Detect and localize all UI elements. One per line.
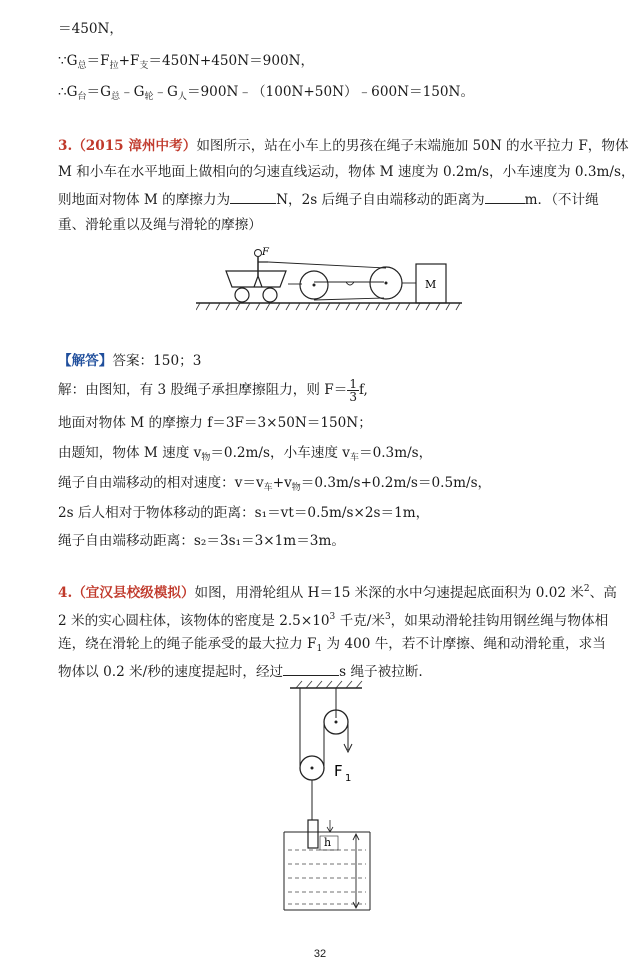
calc-text: ＝G (86, 84, 111, 100)
solution-text: 绳子自由端移动距离：s₂＝3s₁＝3×1m＝3m。 (58, 533, 345, 549)
force-label: F (262, 247, 269, 258)
ground-hatching (196, 303, 460, 310)
calc-text: ﹣G (153, 84, 178, 100)
answer-tag: 【解答】 (58, 353, 113, 369)
calc-text: ＝450N， (58, 21, 124, 37)
solution-text: 绳子自由端移动的相对速度：v＝v (58, 475, 264, 491)
q3-line-2 (58, 163, 635, 181)
subscript: 支 (139, 61, 149, 71)
answer-text: 答案：150；3 (112, 353, 202, 369)
depth-label: h (324, 836, 332, 849)
superscript: 2 (583, 584, 590, 594)
solution-text: ＝0.3m/s， (358, 445, 433, 461)
water-dashes (288, 850, 366, 904)
force-label-subscript: 1 (345, 773, 352, 784)
answer-line (58, 352, 201, 370)
calc-text: ∵G (58, 53, 78, 69)
calc-text: ＝450N+450N＝900N， (148, 53, 315, 69)
calc-text: ＝F (86, 53, 110, 69)
solution-text: f, (358, 382, 368, 398)
cart-body (226, 271, 286, 287)
question-text: N，2s 后绳子自由端移动的距离为 (276, 192, 485, 208)
calc-text: ＝900N﹣（100N+50N）﹣600N＝150N。 (186, 84, 475, 100)
answer-blank[interactable] (283, 662, 339, 676)
solution-line-4 (58, 474, 491, 497)
subscript: 物 (201, 453, 211, 463)
question-text: 如图所示，站在小车上的男孩在绳子末端施加 50N 的水平拉力 F，物体 (196, 138, 629, 154)
answer-blank[interactable] (230, 190, 276, 204)
subscript: 台 (77, 92, 87, 102)
solution-line-1 (58, 378, 368, 403)
hook-icon (346, 282, 354, 285)
force-label: F (334, 762, 343, 780)
question-text: ，如果动滑轮挂钩用钢丝绳与物体相 (390, 613, 609, 629)
question-text: 连，绕在滑轮上的绳子能承受的最大拉力 F (58, 636, 317, 652)
calc-text: ﹣G (120, 84, 145, 100)
subscript: 物 (291, 483, 301, 493)
q3-line-1 (58, 137, 629, 155)
question-text: 2 米的实心圆柱体，该物体的密度是 2.5×10 (58, 613, 330, 629)
solution-text: 由题知，物体 M 速度 v (58, 445, 202, 461)
question-source: （宜汉县校级模拟） (72, 585, 195, 601)
solution-line-6 (58, 532, 345, 550)
q3-line-4 (58, 216, 262, 234)
q4-line-3 (58, 635, 606, 658)
page-number: 32 (313, 948, 327, 960)
cart-wheel-left (235, 288, 249, 302)
solution-text: 2s 后人相对于物体移动的距离：s₁＝vt＝0.5m/s×2s＝1m， (58, 505, 430, 521)
question-text: 物体以 0.2 米/秒的速度提起时，经过 (58, 664, 284, 680)
boy-head (255, 250, 262, 257)
calc-text: +F (118, 53, 140, 69)
solution-text: ＝0.2m/s，小车速度 v (210, 445, 350, 461)
subscript: 人 (177, 92, 187, 102)
question-text: 为 400 牛，若不计摩擦、绳和动滑轮重，求当 (322, 636, 606, 652)
cart-wheel-right (263, 288, 277, 302)
question-source: （2015 漳州中考） (72, 138, 197, 154)
subscript: 车 (349, 453, 359, 463)
solution-text: 解：由图知，有 3 股绳子承担摩擦阻力，则 F＝ (58, 382, 348, 398)
solution-text: ＝0.3m/s+0.2m/s＝0.5m/s， (300, 475, 492, 491)
rope-bottom (314, 298, 384, 300)
question-text: 如图，用滑轮组从 H＝15 米深的水中匀速提起底面积为 0.02 米 (194, 585, 584, 601)
question-number: 3. (58, 138, 73, 154)
question-text: M 和小车在水平地面上做相向的匀速直线运动，物体 M 速度为 0.2m/s，小车速度为 0.3m/s， (58, 164, 635, 180)
rope-top (268, 262, 386, 268)
q4-line-2 (58, 608, 608, 630)
ceiling-hatching (296, 681, 362, 688)
superscript: 3 (384, 612, 391, 622)
question-text: 则地面对物体 M 的摩擦力为 (58, 192, 231, 208)
q4-line-4 (58, 662, 423, 681)
solution-line-5 (58, 504, 429, 522)
question-text: 、高 (589, 585, 617, 601)
subscript: 车 (263, 483, 273, 493)
q3-line-3 (58, 190, 599, 209)
cart-pulley-figure (196, 244, 466, 316)
calc-line-1 (58, 20, 123, 38)
solution-text: +v (272, 475, 292, 491)
solution-line-2 (58, 414, 372, 432)
subscript: 轮 (144, 92, 154, 102)
calc-line-3 (58, 83, 474, 106)
question-number: 4. (58, 585, 73, 601)
calc-text: ∴G (58, 84, 78, 100)
question-text: s 绳子被拉断. (339, 664, 423, 680)
superscript: 3 (329, 612, 336, 622)
fraction: $\frac{1}{3}$ (349, 377, 357, 404)
question-text: 千克/米 (335, 613, 385, 629)
answer-blank[interactable] (485, 190, 525, 204)
question-text: 重、滑轮重以及绳与滑轮的摩擦） (58, 217, 262, 233)
pulley-water-figure (282, 680, 392, 912)
subscript: 拉 (109, 61, 119, 71)
subscript: 总 (77, 61, 87, 71)
subscript: 总 (110, 92, 120, 102)
solution-line-3 (58, 444, 432, 467)
cylinder-object (308, 820, 318, 848)
solution-text: 地面对物体 M 的摩擦力 f＝3F＝3×50N＝150N； (58, 415, 372, 431)
question-text: m．（不计绳 (524, 192, 599, 208)
q4-line-1 (58, 580, 617, 602)
block-label: M (425, 278, 437, 291)
calc-line-2 (58, 52, 314, 75)
subscript: 1 (316, 644, 323, 654)
